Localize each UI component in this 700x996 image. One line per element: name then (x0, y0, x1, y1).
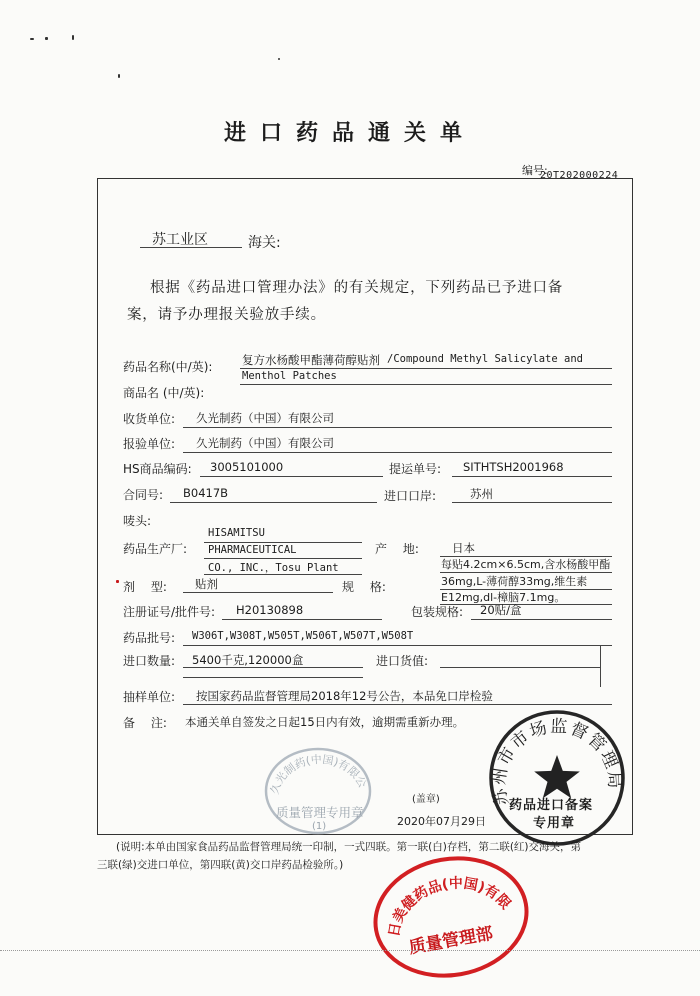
red-stamp-center-text: 质量管理部 (407, 923, 495, 959)
bill-no-value: SITHTSH2001968 (463, 460, 564, 474)
star-icon (534, 755, 580, 798)
drug-name-underline-2 (240, 384, 612, 385)
import-value-label: 进口货值: (376, 654, 429, 668)
hs-code-label: HS商品编码: (123, 462, 192, 476)
official-stamp-arc-text: 苏州市市场监督管理局 (489, 716, 625, 808)
drug-name-cn: 复方水杨酸甲酯薄荷醇贴剂 (242, 353, 380, 367)
quantity-underline (183, 667, 363, 668)
scan-speck (45, 37, 48, 40)
consignee-label: 收货单位: (123, 412, 176, 426)
origin-label: 产 地: (375, 542, 419, 556)
gray-stamp-number: (1) (312, 821, 327, 832)
scan-edge-line (0, 950, 700, 951)
document-title: 进口药品通关单 (223, 121, 476, 146)
dosage-underline (183, 592, 333, 593)
manufacturer-label: 药品生产厂: (123, 542, 188, 556)
customs-underline (140, 247, 242, 248)
official-stamp-center-line-2: 专用章 (533, 816, 576, 831)
drug-name-label: 药品名称(中/英): (123, 360, 213, 374)
footnote-line-1: (说明:本单由国家食品药品监督管理局统一印制，一式四联。第一联(白)存档，第二联(红)交海关，第 (116, 841, 582, 853)
trade-name-label: 商品名 (中/英): (123, 386, 205, 400)
quantity-underline-2 (183, 677, 363, 678)
contract-label: 合同号: (123, 488, 164, 502)
batch-label: 药品批号: (123, 631, 176, 645)
gray-company-stamp (262, 745, 374, 837)
registration-label: 注册证号/批件号: (123, 605, 216, 619)
pack-label: 包装规格: (411, 605, 464, 619)
scan-speck (278, 58, 280, 60)
drug-name-en-1: /Compound Methyl Salicylate and (387, 353, 583, 365)
spec-line-2: 36mg,L-薄荷醇33mg,维生素 (441, 575, 588, 588)
spec-underline-3 (440, 604, 612, 605)
spec-label: 规 格: (342, 580, 386, 594)
registration-value: H20130898 (236, 603, 304, 617)
declarant-label: 报验单位: (123, 437, 176, 451)
sampling-underline (183, 704, 612, 705)
scan-speck (118, 74, 120, 78)
declarant-underline (183, 452, 612, 453)
manufacturer-underline-2 (204, 558, 362, 559)
remark-label: 备 注: (123, 716, 167, 730)
manufacturer-underline-1 (204, 542, 362, 543)
spec-line-1: 每贴4.2cm×6.5cm,含水杨酸甲酯 (441, 558, 611, 571)
red-company-stamp (370, 852, 532, 982)
import-value-underline (440, 667, 600, 668)
dosage-value: 贴剂 (195, 577, 218, 591)
remark-value: 本通关单自签发之日起15日内有效，逾期需重新办理。 (185, 715, 465, 729)
mark-label: 唛头: (123, 514, 152, 528)
port-underline (452, 502, 612, 503)
customs-office: 苏工业区 (152, 232, 208, 248)
consignee-underline (183, 427, 612, 428)
red-dot (116, 580, 119, 583)
intro-line-2: 案，请予办理报关验放手续。 (127, 307, 326, 323)
pack-underline (471, 619, 612, 620)
declarant-value: 久光制药（中国）有限公司 (196, 436, 334, 450)
gray-stamp-center-text: 质量管理专用章 (276, 805, 364, 820)
manufacturer-line-1: HISAMITSU (208, 527, 265, 539)
serial-number: 20T202000224 (540, 170, 619, 181)
bill-no-label: 提运单号: (389, 462, 442, 476)
batch-underline (183, 645, 612, 646)
registration-underline (222, 619, 382, 620)
manufacturer-line-2: PHARMACEUTICAL (208, 544, 297, 556)
port-value: 苏州 (470, 487, 493, 501)
serial-label: 编号: (522, 164, 548, 177)
official-round-stamp (487, 708, 627, 848)
sampling-label: 抽样单位: (123, 690, 176, 704)
scan-speck (30, 38, 34, 40)
port-label: 进口口岸: (384, 489, 437, 503)
issue-date: 2020年07月29日 (397, 815, 486, 828)
quantity-label: 进口数量: (123, 654, 176, 668)
drug-name-en-2: Menthol Patches (242, 370, 337, 382)
quantity-value: 5400千克,120000盒 (192, 653, 304, 667)
official-stamp-center-line-1: 药品进口备案 (509, 798, 594, 813)
intro-line-1: 根据《药品进口管理办法》的有关规定，下列药品已予进口备 (150, 280, 564, 296)
customs-suffix: 海关: (248, 235, 281, 251)
sampling-value: 按国家药品监督管理局2018年12号公告，本品免口岸检验 (196, 689, 493, 703)
hs-code-value: 3005101000 (210, 460, 284, 474)
batch-value: W306T,W308T,W505T,W506T,W507T,W508T (192, 630, 414, 642)
scan-speck (72, 35, 74, 40)
gray-stamp-arc-text: 久光制药(中国)有限公 (268, 752, 370, 796)
svg-text:久光制药(中国)有限公司 (262, 745, 369, 796)
pack-value: 20贴/盒 (480, 603, 522, 617)
red-stamp-arc-text: 日美健药品(中国)有限公司 (386, 875, 514, 939)
spec-line-3: E12mg,dl-樟脑7.1mg。 (441, 591, 566, 604)
footnote-line-2: 三联(绿)交进口单位，第四联(黄)交口岸药品检验所。) (97, 859, 344, 871)
consignee-value: 久光制药（中国）有限公司 (196, 411, 334, 425)
contract-value: B0417B (183, 486, 229, 500)
seal-note: (盖章) (412, 794, 440, 805)
drug-name-underline (240, 368, 612, 369)
dosage-label: 剂 型: (123, 580, 167, 594)
value-bracket (600, 645, 601, 687)
bill-no-underline (452, 476, 612, 477)
manufacturer-line-3: CO., INC.，Tosu Plant (208, 562, 339, 574)
contract-underline (170, 502, 377, 503)
origin-value: 日本 (452, 541, 475, 555)
manufacturer-underline-3 (204, 574, 362, 575)
hs-code-underline (200, 476, 383, 477)
